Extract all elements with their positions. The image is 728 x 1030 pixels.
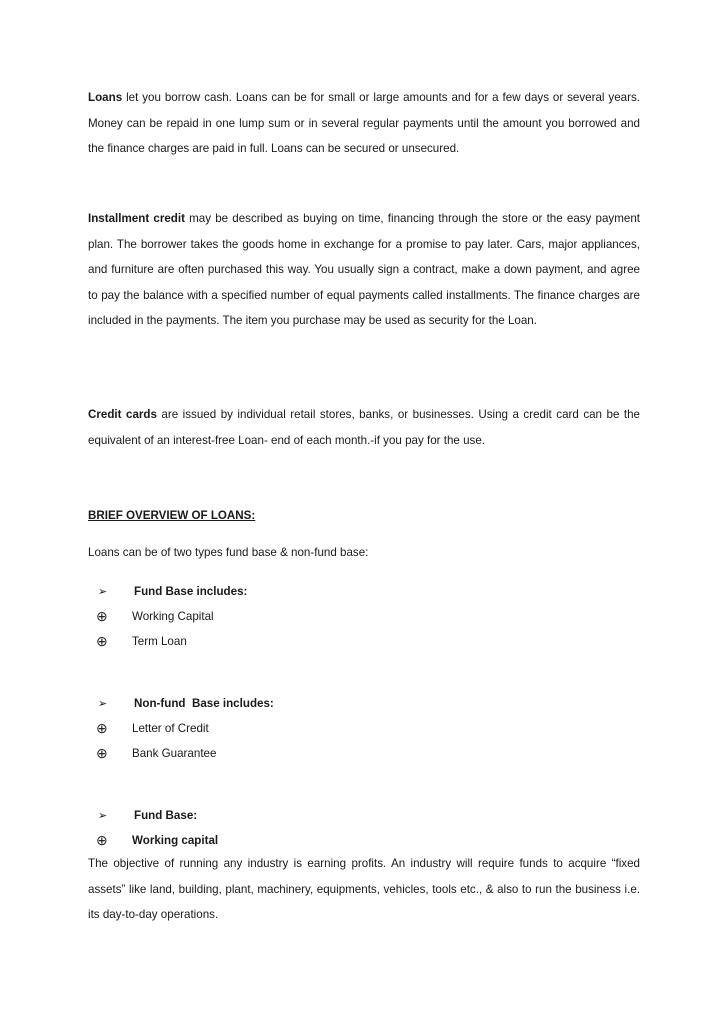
objective-paragraph: The objective of running any industry is earning profits. An industry will require funds to acquire “fixed assets” like land, building, plant, machinery, equipments, vehicles, tools etc., & also to run the business i.e. its day-to-day operations.	[88, 857, 640, 922]
circle-plus-bullet-icon: ⊕	[96, 831, 108, 848]
installment-credit-term: Installment credit	[88, 212, 185, 225]
arrow-bullet-icon: ➢	[98, 697, 108, 710]
arrow-bullet-icon: ➢	[98, 585, 108, 598]
installment-credit-paragraph	[88, 206, 640, 334]
circle-plus-bullet-icon: ⊕	[96, 607, 108, 624]
list-item-label: Letter of Credit	[132, 721, 209, 735]
list-item-letter-of-credit	[96, 719, 209, 737]
list-item-bank-guarantee	[96, 744, 216, 762]
list-item-working-capital	[96, 607, 214, 625]
fund-base-section-header: Fund Base:	[134, 808, 198, 822]
fund-base-header: Fund Base includes:	[134, 584, 248, 598]
credit-cards-text: are issued by individual retail stores, banks, or businesses. Using a credit card can be the equivalent of an interest-free Loan- end of each month.-if you pay for the use.	[88, 408, 641, 447]
circle-plus-bullet-icon: ⊕	[96, 719, 108, 736]
overview-heading: BRIEF OVERVIEW OF LOANS:	[88, 509, 256, 522]
working-capital-header: Working capital	[132, 833, 219, 847]
loans-paragraph	[88, 85, 640, 162]
list-item-label: Working Capital	[132, 609, 214, 623]
loans-text: let you borrow cash. Loans can be for small or large amounts and for a few days or several years. Money can be repaid in one lump sum or in several regular payments until the amount you borrowed and the finance charges are paid in full. Loans can be secured or unsecured.	[88, 91, 640, 156]
installment-credit-text: may be described as buying on time, financing through the store or the easy payment plan. The borrower takes the goods home in exchange for a promise to pay later. Cars, major appliances, and furniture are often purchased this way. You usually sign a contract, make a down payment, and agree to pay the balance with a specified number of equal payments called installments. The finance charges are included in the payments. The item you purchase may be used as security for the Loan.	[88, 212, 640, 328]
list-item-fund-base-header	[96, 582, 247, 600]
arrow-bullet-icon: ➢	[98, 809, 108, 822]
credit-cards-paragraph	[88, 402, 640, 453]
loans-term: Loans	[88, 91, 123, 104]
circle-plus-bullet-icon: ⊕	[96, 632, 108, 649]
list-item-term-loan	[96, 632, 187, 650]
list-item-label: Term Loan	[132, 634, 187, 648]
nonfund-base-header: Non-fund Base includes:	[134, 696, 274, 710]
circle-plus-bullet-icon: ⊕	[96, 744, 108, 761]
list-item-nonfund-header	[96, 694, 274, 712]
list-item-working-capital-bold	[96, 831, 218, 849]
overview-intro: Loans can be of two types fund base & non-fund base:	[88, 546, 369, 559]
list-item-label: Bank Guarantee	[132, 746, 217, 760]
list-item-fund-base-section	[96, 806, 197, 824]
credit-cards-term: Credit cards	[88, 408, 157, 421]
